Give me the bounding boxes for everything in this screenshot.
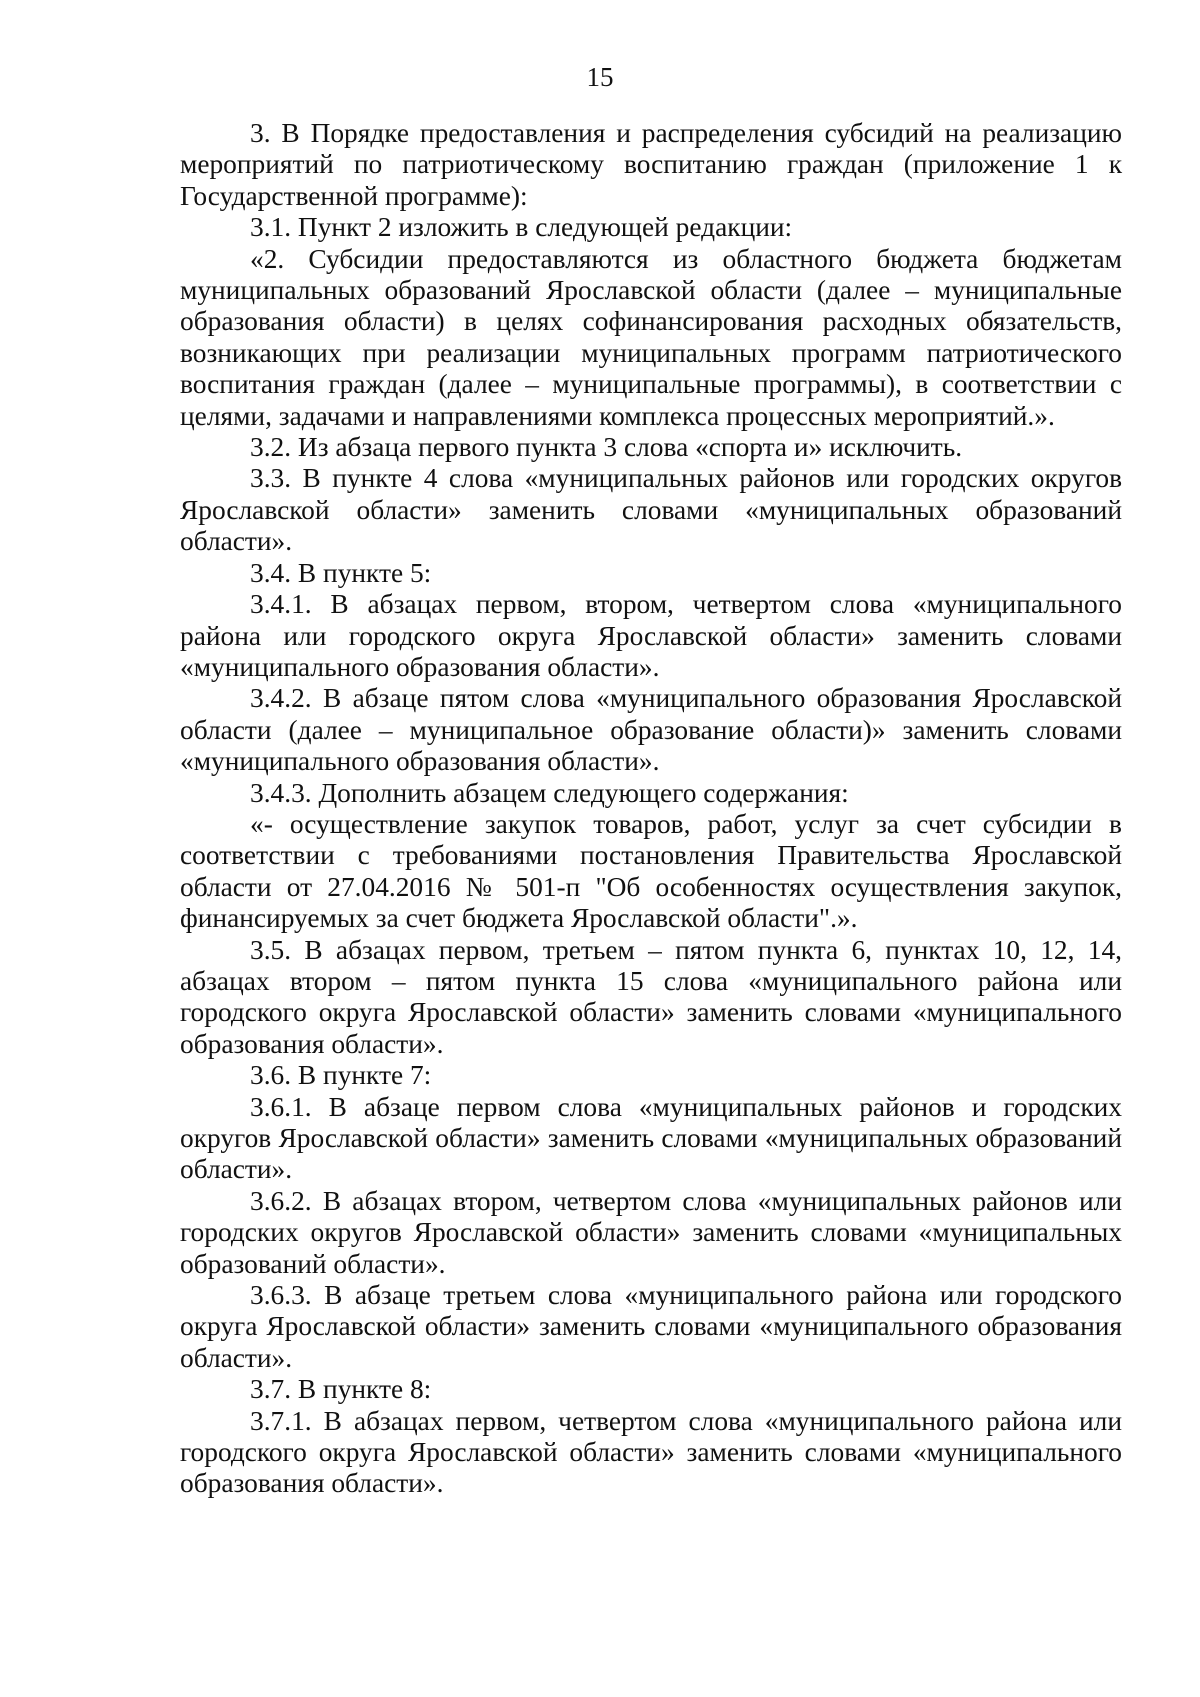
paragraph-3-6-2: 3.6.2. В абзацах втором, четвертом слова «муниципальных районов или городских округов Ярославской области» заменить словами «муниципальных образований области».	[180, 1185, 1122, 1279]
paragraph-3-1: 3.1. Пункт 2 изложить в следующей редакции:	[250, 212, 793, 243]
paragraph-3-7-1: 3.7.1. В абзацах первом, четвертом слова «муниципального района или городского округа Ярославской области» заменить словами «муниципального образования области».	[180, 1405, 1122, 1499]
paragraph-3-7: 3.7. В пункте 8:	[250, 1374, 432, 1405]
paragraph-3-4-3: 3.4.3. Дополнить абзацем следующего содержания:	[250, 777, 849, 808]
page-number: 15	[586, 62, 614, 92]
paragraph-3-5: 3.5. В абзацах первом, третьем – пятом пункта 6, пунктах 10, 12, 14, абзацах втором – пятом пункта 15 слова «муниципального района или городского округа Ярославской области» заменить словами «муниципального образования области».	[180, 934, 1122, 1059]
paragraph-3-6-3: 3.6.3. В абзаце третьем слова «муниципального района или городского округа Ярославской области» заменить словами «муниципального образования области».	[180, 1280, 1122, 1373]
paragraph-3-3: 3.3. В пункте 4 слова «муниципальных районов или городских округов Ярославской области» заменить словами «муниципальных образований области».	[180, 463, 1122, 557]
paragraph-3-1-quote: «2. Субсидии предоставляются из областного бюджета бюджетам муниципальных образований Ярославской области (далее – муниципальные образования области) в целях софинансирования расходных обязательств, возникающих при реализации муниципальных программ патриотического воспитания граждан (далее – муниципальные программы), в соответствии с целями, задачами и направлениями комплекса процессных мероприятий.».	[180, 243, 1122, 431]
paragraph-3-4-2: 3.4.2. В абзаце пятом слова «муниципального образования Ярославской области (далее – муниципальное образование области)» заменить словами «муниципального образования области».	[180, 683, 1122, 777]
document-body	[180, 118, 1122, 1500]
paragraph-3-4: 3.4. В пункте 5:	[250, 557, 432, 588]
paragraph-3-6-1: 3.6.1. В абзаце первом слова «муниципальных районов и городских округов Ярославской области» заменить словами «муниципальных образований области».	[180, 1091, 1122, 1185]
paragraph-3-2: 3.2. Из абзаца первого пункта 3 слова «спорта и» исключить.	[250, 432, 963, 463]
paragraph-3-4-3-quote: «- осуществление закупок товаров, работ, услуг за счет субсидии в соответствии с требованиями постановления Правительства Ярославской области от 27.04.2016 № 501-п "Об особенностях осуществления закупок, финансируемых за счет бюджета Ярославской области".».	[180, 808, 1122, 934]
paragraph-3-6: 3.6. В пункте 7:	[250, 1060, 432, 1091]
paragraph-3: 3. В Порядке предоставления и распределения субсидий на реализацию мероприятий по патриотическому воспитанию граждан (приложение 1 к Государственной программе):	[180, 118, 1122, 211]
paragraph-3-4-1: 3.4.1. В абзацах первом, втором, четвертом слова «муниципального района или городского округа Ярославской области» заменить словами «муниципального образования области».	[180, 589, 1122, 682]
